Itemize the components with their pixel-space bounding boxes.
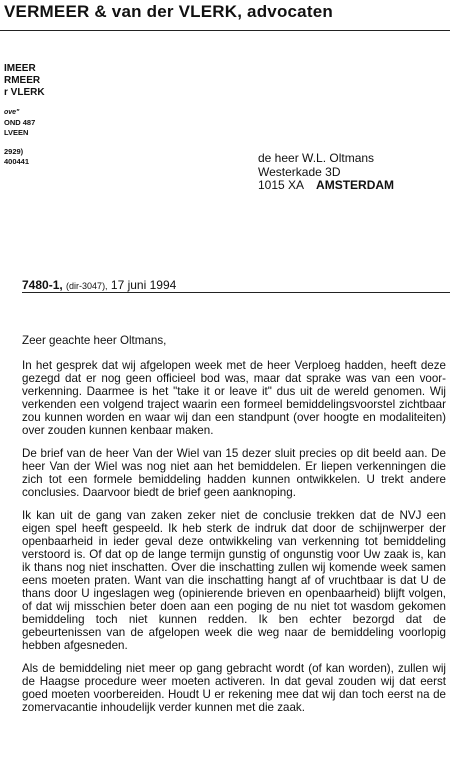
- recipient-postcode: 1015 XA: [258, 178, 305, 192]
- sidebar-line: RMEER: [4, 75, 41, 86]
- sidebar-line: 400441: [4, 157, 30, 166]
- paragraph-2: De brief van de heer Van der Wiel van 15 dezer sluit precies op dit beeld aan. De heer Van der Wiel was nog niet aan het bemiddelen. Er liepen verkenningen die zich tot een formele bemiddeling hadden kunnen ontwikkelen. U trekt andere conclusies. Daarvoor biedt de brief geen aanknoping.: [22, 447, 446, 499]
- sidebar-partners: [4, 63, 45, 167]
- sidebar-line: IMEER: [4, 63, 36, 74]
- reference-divider: [22, 292, 450, 293]
- paragraph-3: Ik kan uit de gang van zaken zeker niet de conclusie trekken dat de NVJ een eigen spel heeft gespeeld. Ik heb sterk de indruk dat door de schijnwerper der openbaarheid in ieder geval deze ontwikkeling van verkenning tot bemiddeling verstoord is. Of dat op de lange termijn gunstig of ongunstig voor Uw zaak is, kan ik thans nog niet inschatten. Over die inschatting zullen wij komende week samen eens moeten praten. Want van die inschatting hangt af of vruchtbaar is dat U de thans door U ingeslagen weg (opinierende brieven en openbaarheid) blijft volgen, of dat wij misschien beter doen aan een poging de nu niet tot wasdom gekomen bemiddeling toch niet kunnen redden. Ik ben echter bezorgd dat de gebeurtenissen van de afgelopen week die weg naar de bemiddeling voorlopig hebben afgesneden.: [22, 509, 446, 652]
- paragraph-4: Als de bemiddeling niet meer op gang gebracht wordt (of kan worden), zullen wij de Haagse procedure weer moeten activeren. In dat geval zouden wij dat eerst goed moeten voorbereiden. Houdt U er rekening mee dat wij dan toch eerst na de zomervacantie inhoudelijk verder kunnen met die zaak.: [22, 662, 446, 714]
- recipient-name: de heer W.L. Oltmans: [258, 151, 375, 165]
- letter-body: [22, 334, 446, 724]
- reference-date: 17 juni 1994: [110, 278, 177, 292]
- reference-line: [22, 278, 176, 292]
- letterhead-divider: [0, 30, 450, 31]
- salutation: Zeer geachte heer Oltmans,: [22, 334, 167, 347]
- sidebar-line: LVEEN: [4, 128, 29, 137]
- letterhead-firm-name: VERMEER & van der VLERK, advocaten: [4, 2, 333, 21]
- reference-dir: (dir-3047),: [66, 281, 108, 291]
- recipient-street: Westerkade 3D: [258, 164, 341, 179]
- recipient-city: AMSTERDAM: [316, 178, 395, 192]
- sidebar-line: 2929): [4, 147, 24, 156]
- paragraph-1: In het gesprek dat wij afgelopen week met de heer Verploeg hadden, heeft deze gezegd dat er nog geen officieel bod was, maar dat sprake was van een voor-verkenning. Daarmee is het "take it or leave it" dus uit de wereld genomen. Wij verkenden een volgend traject waarin een formeel bemiddelingsvoorstel zichtbaar zou kunnen worden en waar wij dan een standpunt (over hoogte en modaliteiten) over zouden kunnen kenbaar maken.: [22, 359, 446, 437]
- reference-number: 7480-1,: [22, 278, 63, 292]
- sidebar-line: OND 487: [4, 118, 36, 127]
- sidebar-line: r VLERK: [4, 87, 45, 98]
- recipient-address: [258, 152, 394, 193]
- sidebar-line: ove": [4, 109, 20, 116]
